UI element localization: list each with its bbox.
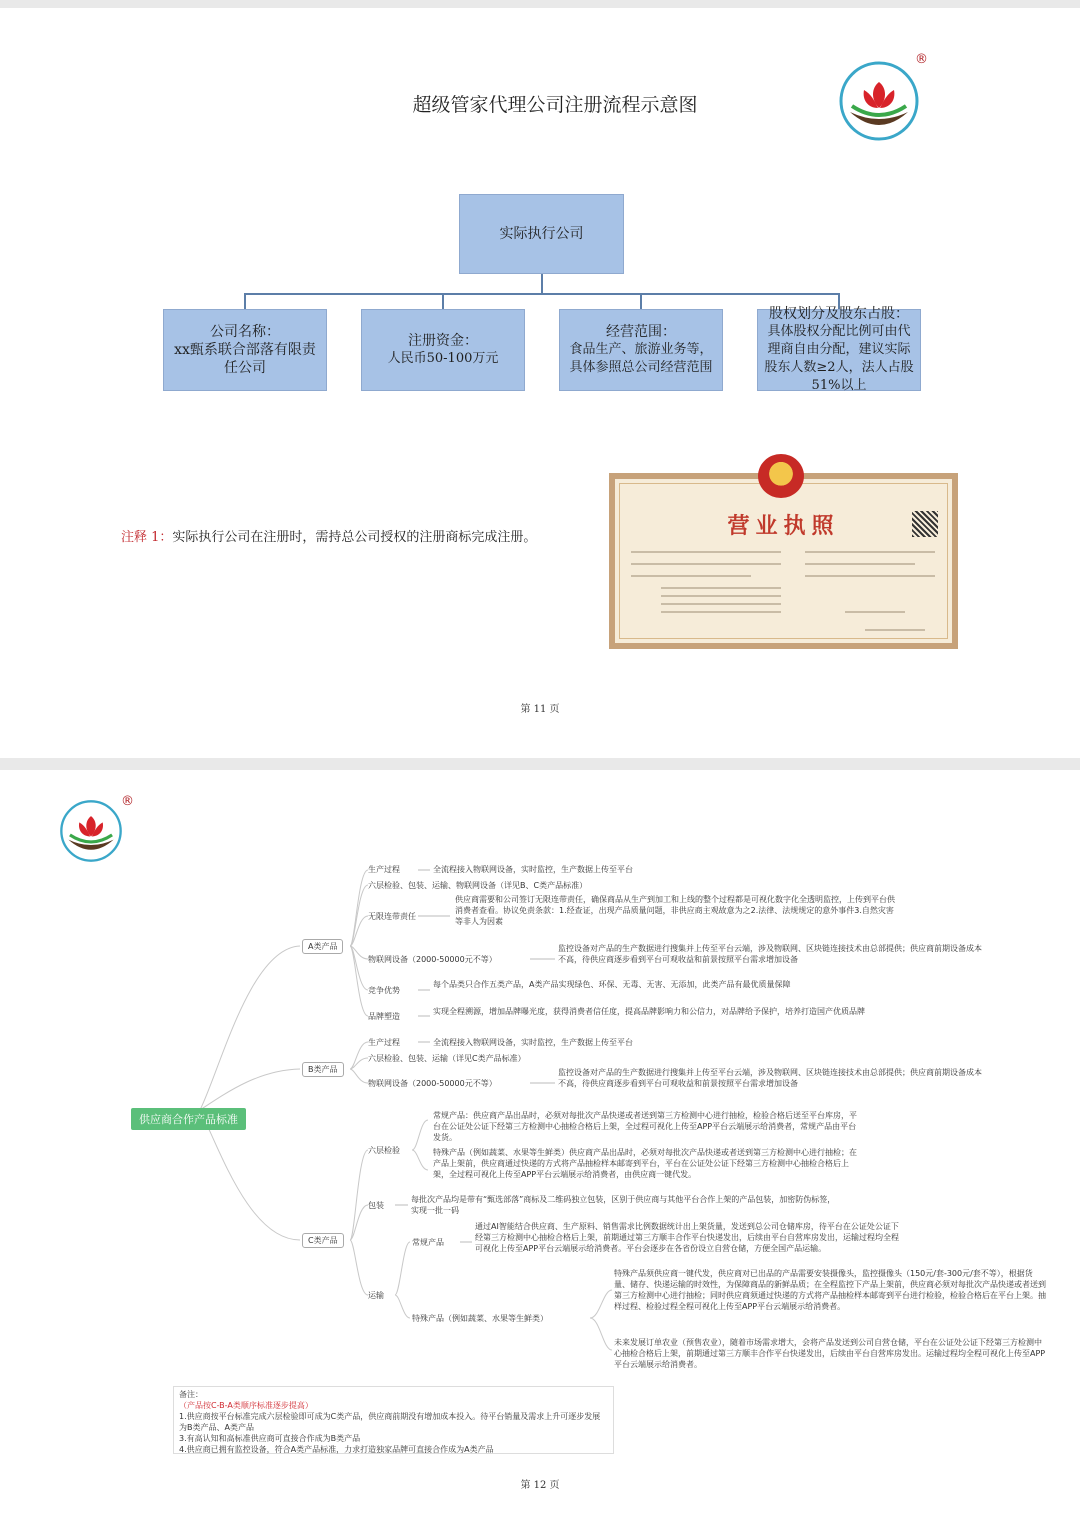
license-line [661, 611, 781, 613]
box-body: 具体股权分配比例可由代理商自由分配，建议实际股东人数≥2人，法人占股51%以上 [764, 324, 914, 393]
top-company-label: 实际执行公司 [499, 226, 584, 242]
license-line [805, 575, 935, 577]
remark-box [173, 1386, 614, 1454]
equity-box [757, 306, 921, 393]
b-item-key: 物联网设备（2000-50000元不等） [368, 1079, 497, 1088]
license-line [631, 551, 781, 553]
scope-box [559, 309, 723, 391]
page-number: 第 12 页 [520, 1480, 560, 1491]
b-item-key: 六层检验、包装、运输（详见C类产品标准） [368, 1054, 526, 1063]
note [121, 526, 536, 545]
b-item-value: 监控设备对产品的生产数据进行搜集并上传至平台云端，涉及物联网、区块链连接技术由总部提供；供应商前期设备成本不高，待供应商逐步看到平台可观收益和前景按照平台需求增加设备 [558, 1068, 982, 1088]
a-item-key: 无限连带责任 [368, 912, 416, 921]
c-six-special: 特殊产品（例如蔬菜、水果等生鲜类）供应商产品出品时，必须对每批次产品快递或者送到第三方检测中心进行抽检；在产品上架前，供应商通过快递的方式将产品抽检样本邮寄到平台，平台在公证处公证下经第三方检测中心抽检合格后上架，全过程可视化上传至APP平台云端展示给消费者，由供应商一键代发。 [433, 1148, 857, 1179]
remark-line: （产品按C-B-A类顺序标准逐步提高） [179, 1401, 313, 1410]
a-item-value: 全流程接入物联网设备，实时监控，生产数据上传至平台 [433, 865, 633, 874]
box-body: xx甄系联合部落有限责任公司 [174, 342, 316, 376]
page-title: 超级管家代理公司注册流程示意图 [412, 94, 698, 116]
remark-line: 1.供应商按平台标准完成六层检验即可成为C类产品，供应商前期没有增加成本投入。待平台销量及需求上升可逐步发展为B类产品、A类产品 [179, 1412, 601, 1432]
note-label: 注释 1： [121, 530, 173, 545]
node-class-a: A类产品 [302, 939, 343, 954]
connector [244, 293, 246, 310]
box-label: 注册资金： [408, 333, 478, 349]
license-line [661, 587, 781, 589]
remark-line: 4.供应商已拥有监控设备，符合A类产品标准，力求打造独家品牌可直接合作成为A类产品 [179, 1445, 494, 1454]
connector [640, 293, 642, 310]
node-class-b: B类产品 [302, 1062, 344, 1077]
box-label: 经营范围： [606, 324, 676, 340]
a-item-value: 监控设备对产品的生产数据进行搜集并上传至平台云端，涉及物联网、区块链连接技术由总部提供；供应商前期设备成本不高，待供应商逐步看到平台可观收益和前景按照平台需求增加设备 [558, 944, 982, 964]
c-transport-label: 运输 [368, 1291, 384, 1300]
a-item-key: 竞争优势 [368, 986, 400, 995]
c-pack-text: 每批次产品均是带有“甄选部落”商标及二维码独立包装，区别于供应商与其他平台合作上架的产品包装，加密防伪标签，实现一批一码 [411, 1195, 836, 1215]
a-item-key: 品牌塑造 [368, 1012, 400, 1021]
license-line [805, 563, 915, 565]
c-regular-text: 通过AI智能结合供应商、生产原料、销售需求比例数据统计出上架货量，发送到总公司仓储库房，待平台在公证处公证下经第三方检测中心抽检合格后上架，前期通过第三方顺丰合作平台快递发出，后续由平台自营库房发出，运输过程均全程可视化上传至APP平台云端展示给消费者。平台会逐步在各省份设立自营仓储，方便全国产品运输。 [475, 1222, 899, 1253]
a-item-value: 每个品类只合作五类产品，A类产品实现绿色、环保、无毒、无害、无添加，此类产品有最优质量保障 [433, 980, 791, 989]
c-six-check-label: 六层检验 [368, 1146, 400, 1155]
brand-logo-icon [838, 60, 920, 142]
license-line [845, 611, 905, 613]
connector [244, 293, 840, 295]
registered-mark: ® [121, 794, 134, 809]
c-six-regular: 常规产品：供应商产品出品时，必须对每批次产品快递或者送到第三方检测中心进行抽检，检验合格后送至平台库房，平台在公证处公证下经第三方检测中心抽检合格后上架，全过程可视化上传至APP平台云端展示给消费者，常规产品由平台发货。 [433, 1111, 857, 1142]
box-body: 人民币50-100万元 [387, 351, 499, 366]
c-regular-label: 常规产品 [412, 1238, 444, 1247]
top-company-box [459, 194, 624, 274]
license-line [661, 603, 781, 605]
note-text: 实际执行公司在注册时，需持总公司授权的注册商标完成注册。 [172, 530, 537, 545]
box-label: 股权划分及股东占股： [769, 306, 909, 322]
a-item-key: 生产过程 [368, 865, 400, 874]
remark-title: 备注： [179, 1390, 203, 1399]
license-title: 营业执照 [727, 514, 840, 539]
page-12 [0, 770, 1080, 1536]
license-line [865, 629, 925, 631]
b-item-value: 全流程接入物联网设备，实时监控，生产数据上传至平台 [433, 1038, 633, 1047]
mindmap-root: 供应商合作产品标准 [131, 1108, 246, 1130]
company-name-box [163, 309, 327, 391]
license-line [631, 563, 781, 565]
a-item-value: 供应商需要和公司签订无限连带责任，确保商品从生产到加工和上线的整个过程都是可视化数字化全透明监控，上传到平台供消费者查看。协议免责条款：1.经查证，出现产品质量问题，非供应商主观故意为之2.法律、法规规定的意外事件3.自然灾害等非人为因素 [455, 895, 895, 926]
page-number: 第 11 页 [520, 704, 560, 715]
qr-code-icon [912, 511, 938, 537]
box-label: 公司名称： [210, 324, 280, 340]
page-11 [0, 8, 1080, 758]
license-line [631, 575, 751, 577]
business-license-image [609, 473, 958, 649]
a-item-key: 物联网设备（2000-50000元不等） [368, 955, 497, 964]
national-emblem-icon: ★ [758, 454, 804, 498]
c-pack-label: 包装 [368, 1201, 384, 1210]
license-line [661, 595, 781, 597]
connector [541, 274, 543, 294]
a-item-value: 实现全程溯源，增加品牌曝光度，获得消费者信任度，提高品牌影响力和公信力，对品牌给予保护，培养打造国产优质品牌 [433, 1007, 865, 1016]
connector [442, 293, 444, 310]
c-special-text-2: 未来发展订单农业（预售农业），随着市场需求增大，会将产品发送到公司自营仓储，平台在公证处公证下经第三方检测中心抽检合格后上架，前期通过第三方顺丰合作平台快递发出，后续由平台自营库房发出。运输过程均全程可视化上传至APP平台云端展示给消费者。 [614, 1338, 1046, 1369]
license-line [805, 551, 935, 553]
remark-line: 3.有高认知和高标准供应商可直接合作成为B类产品 [179, 1434, 361, 1443]
b-item-key: 生产过程 [368, 1038, 400, 1047]
a-item-key: 六层检验、包装、运输、物联网设备（详见B、C类产品标准） [368, 881, 588, 890]
c-special-text-1: 特殊产品须供应商一键代发，供应商对已出品的产品需要安装摄像头，监控摄像头（150元/套-300元/套不等），根据货量、储存、快递运输的时效性，为保障商品的新鲜品质；在全程监控下产品上架前，供应商必须对每批次产品快递或者送到第三方检测中心进行抽检；同时供应商须通过快递的方式将产品抽检样本邮寄到平台进行检验，检验合格后在平台上架。抽样过程、检验过程全程可视化上传至APP平台云端展示给消费者。 [614, 1269, 1046, 1311]
box-body: 食品生产、旅游业务等，具体参照总公司经营范围 [569, 342, 713, 375]
registered-mark: ® [915, 52, 928, 67]
capital-box [361, 309, 525, 391]
node-class-c: C类产品 [302, 1233, 344, 1248]
c-special-label: 特殊产品（例如蔬菜、水果等生鲜类） [412, 1314, 548, 1323]
